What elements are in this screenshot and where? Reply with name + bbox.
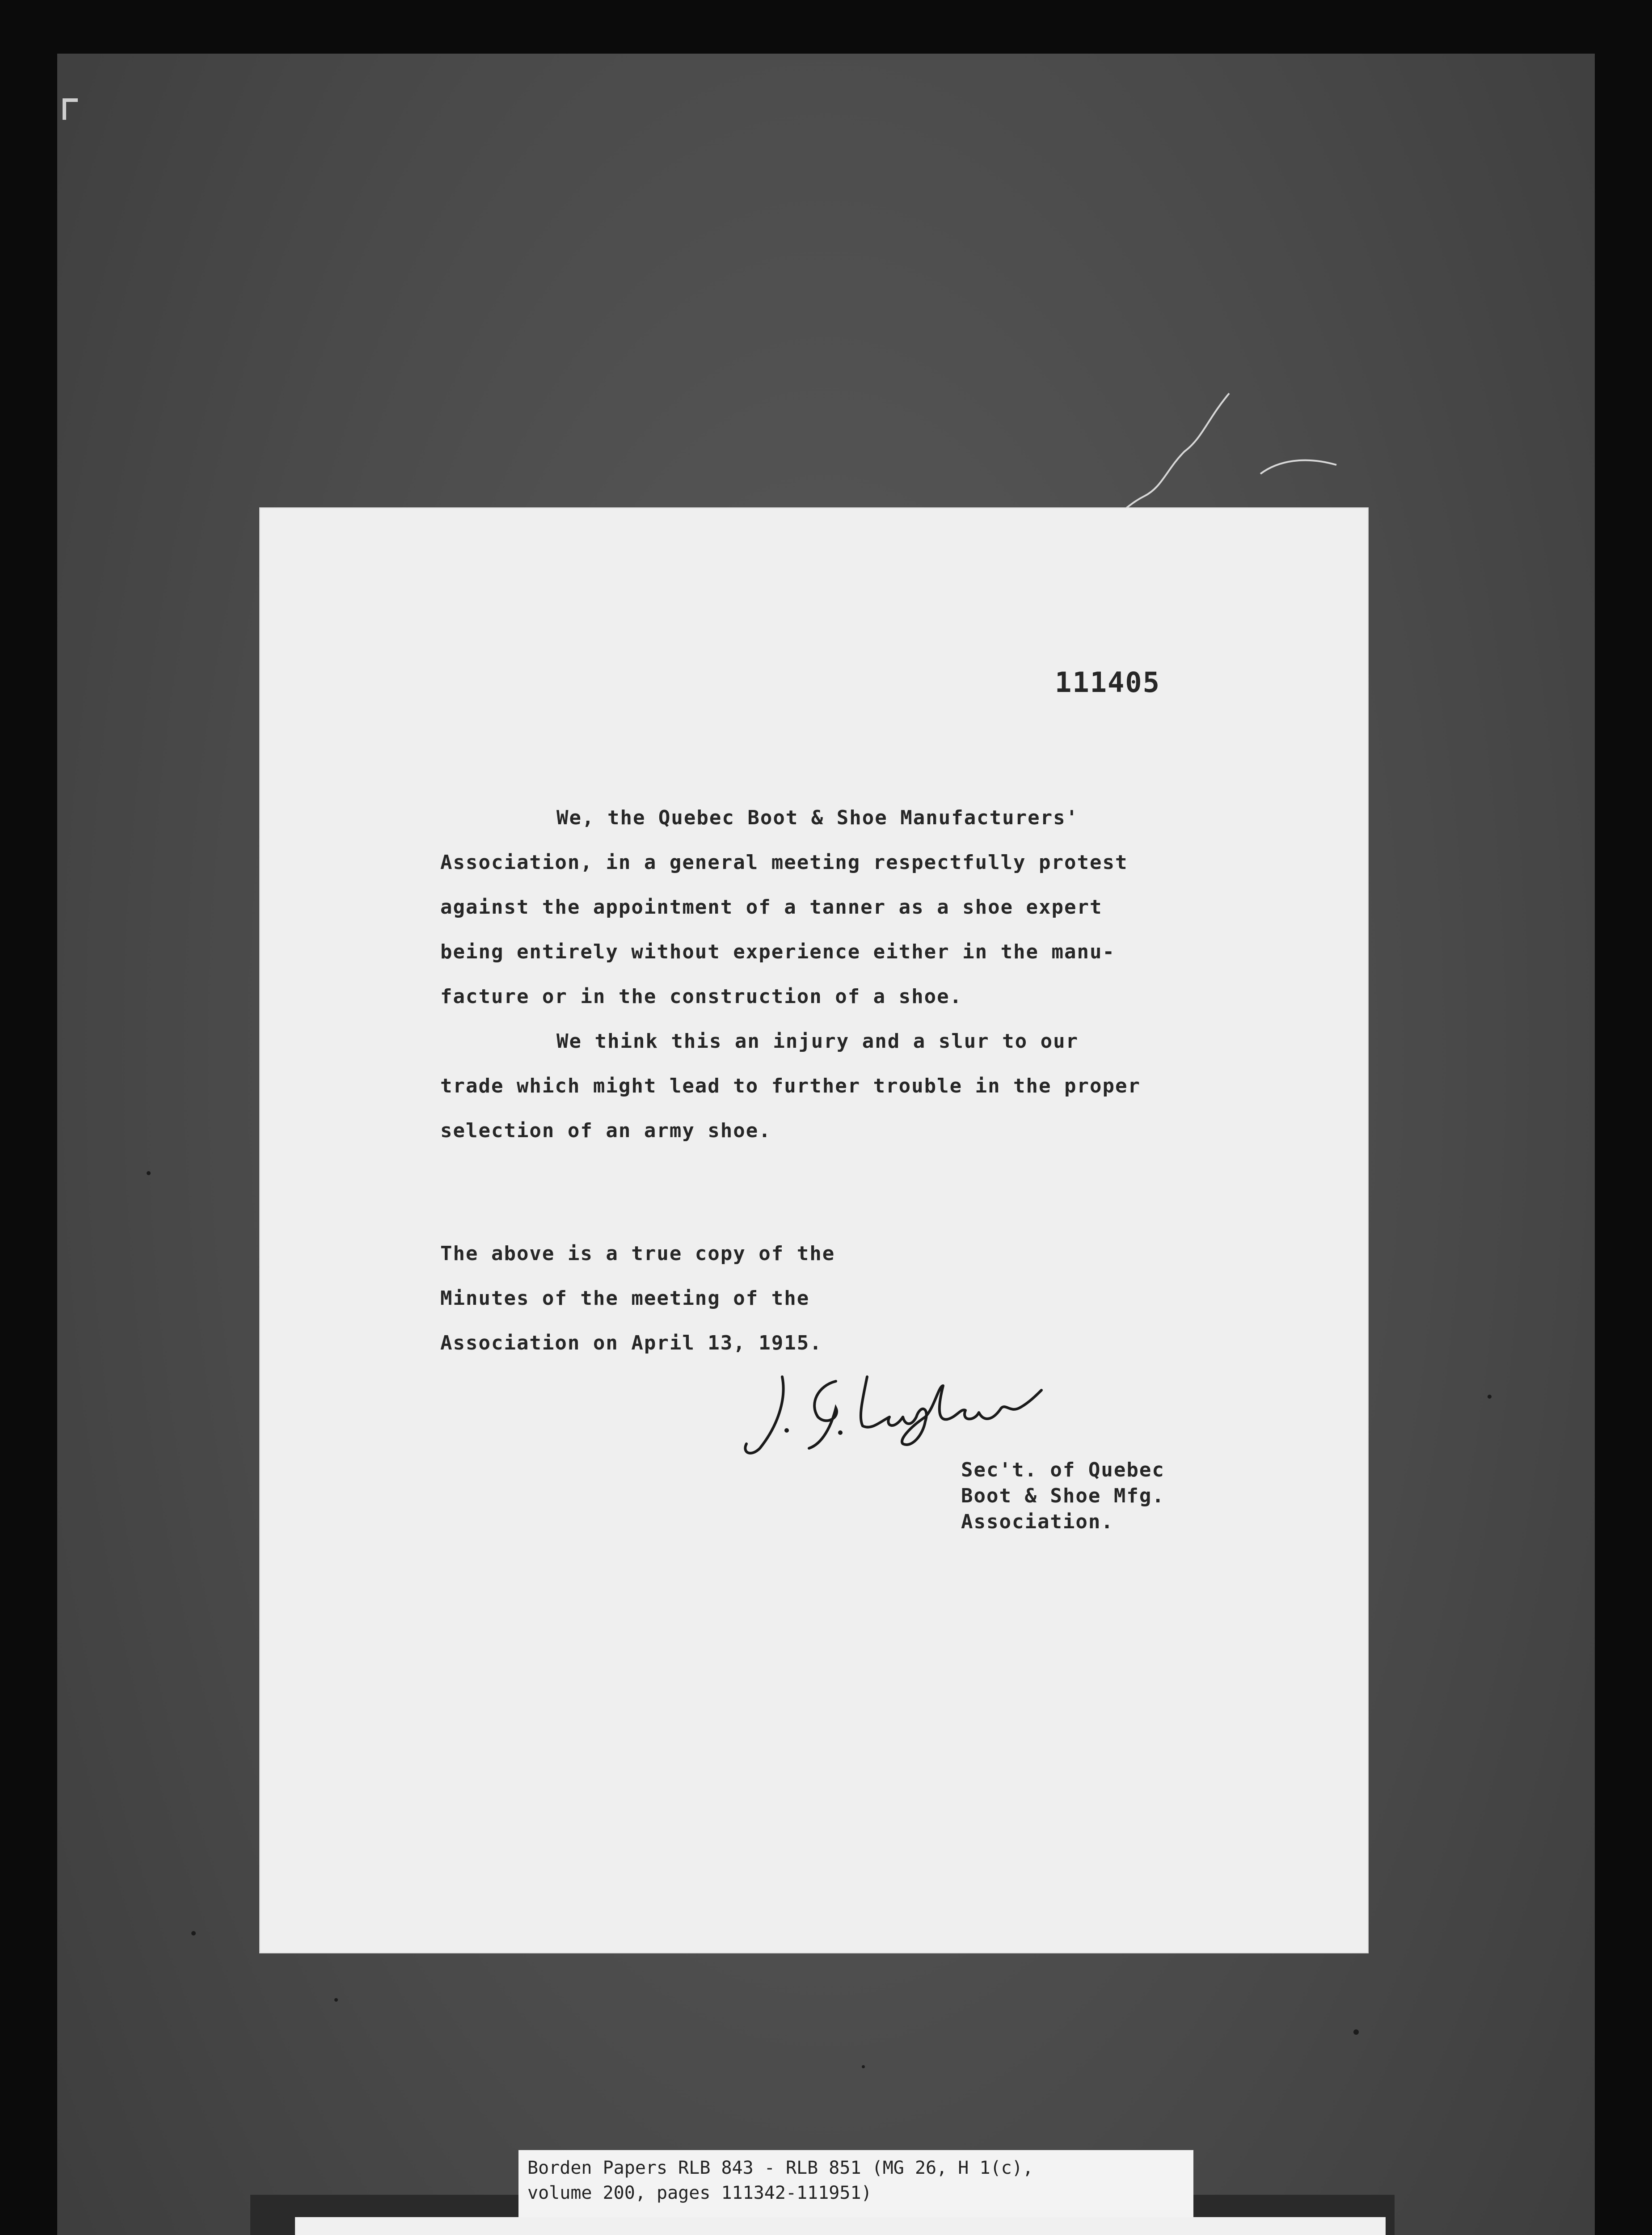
signatory-line: Boot & Shoe Mfg. [961,1484,1165,1507]
attestation [440,1231,835,1366]
body-line: trade which might lead to further trouble in the proper [440,1075,1141,1097]
body-line: We, the Quebec Boot & Shoe Manufacturers' [556,806,1079,829]
citation-line: Borden Papers RLB 843 - RLB 851 (MG 26, H 1(c), [527,2158,1033,2178]
attest-line: Minutes of the meeting of the [440,1287,810,1310]
letter-page [259,507,1369,1953]
document-number: 111405 [1055,666,1160,699]
citation-line: volume 200, pages 111342-111951) [527,2183,872,2203]
body-line: We think this an injury and a slur to our [556,1030,1079,1053]
dust-speck [1353,2029,1359,2035]
citation-tag [518,2150,1193,2217]
dust-speck [862,2065,865,2068]
body-line: against the appointment of a tanner as a shoe expert [440,896,1103,919]
body-line: selection of an army shoe. [440,1119,771,1142]
body-line: being entirely without experience either in the manu- [440,940,1115,963]
dust-speck [1488,1395,1492,1399]
dust-speck [147,1171,151,1175]
attest-line: Association on April 13, 1915. [440,1332,822,1354]
signatory-line: Sec't. of Quebec [961,1459,1165,1481]
letter-body [440,796,1200,1153]
handwritten-signature [733,1359,1046,1466]
body-line: Association, in a general meeting respectfully protest [440,851,1128,874]
signatory-line: Association. [961,1510,1114,1533]
signatory-title [961,1457,1165,1535]
dust-speck [334,1998,338,2002]
dust-speck [191,1931,196,1936]
archives-label [295,2217,1386,2235]
body-line: facture or in the construction of a shoe. [440,985,963,1008]
attest-line: The above is a true copy of the [440,1242,835,1265]
registration-mark [63,98,78,120]
